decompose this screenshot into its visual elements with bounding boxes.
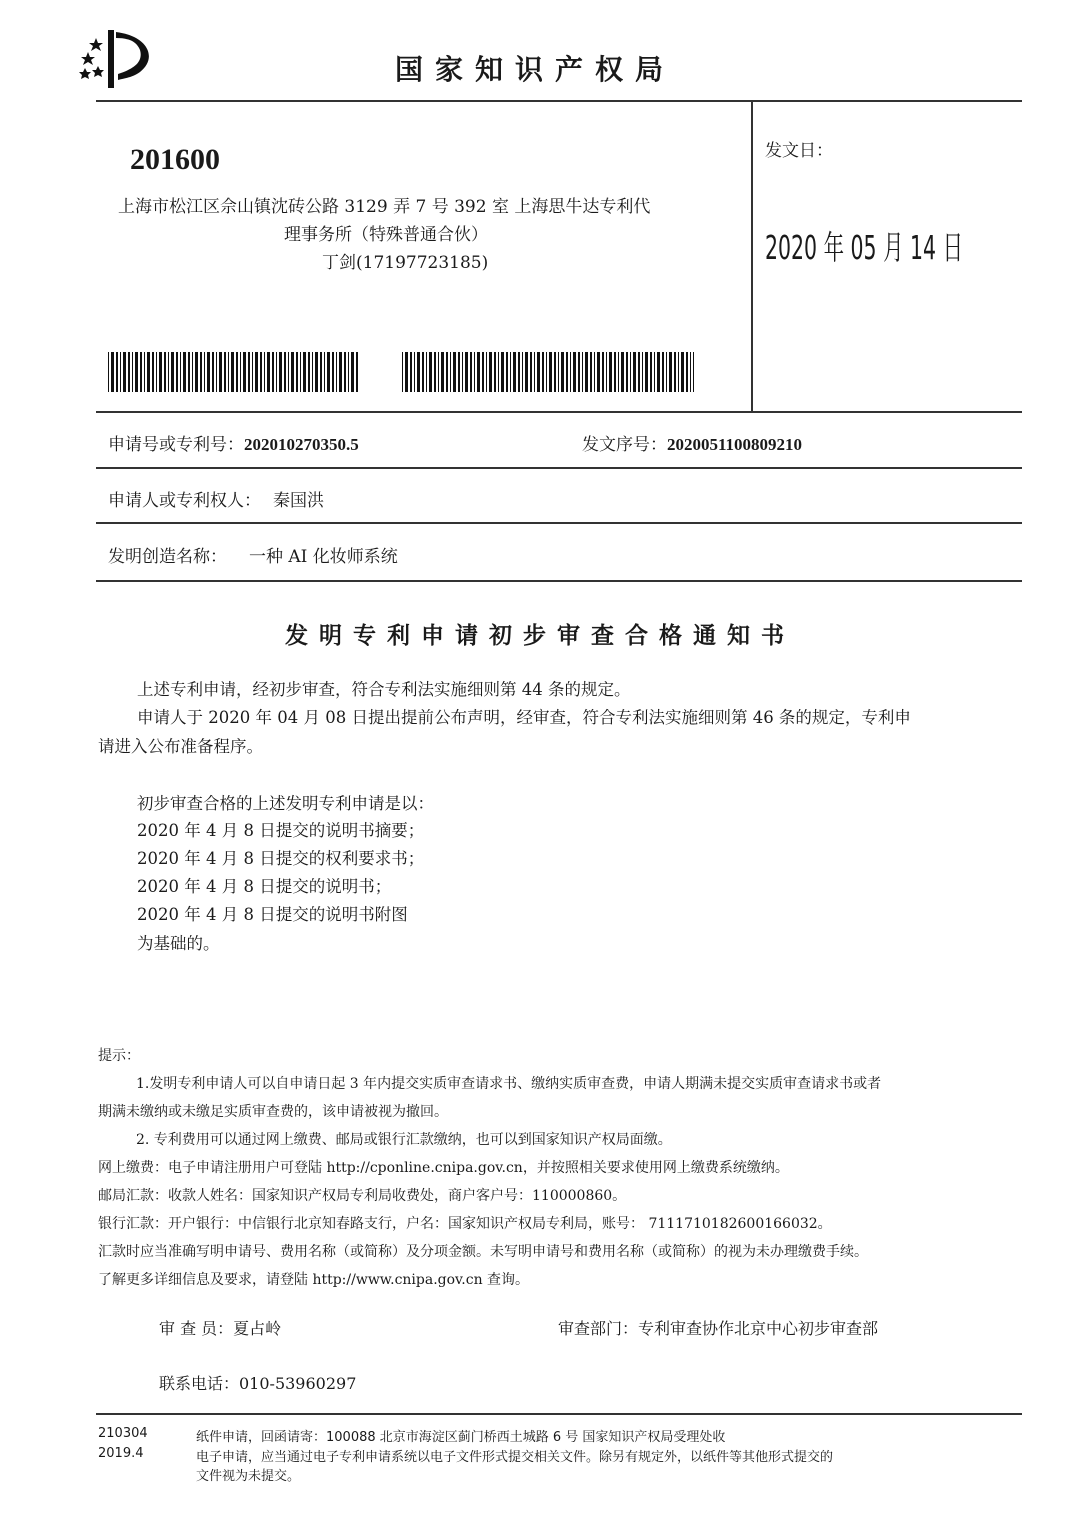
form-code: 210304	[98, 1426, 148, 1441]
notice-line: 申请人于 2020 年 04 月 08 日提出提前公布声明，经审查，符合专利法实施细则第 46 条的规定，专利申	[137, 708, 911, 727]
tips-heading: 提示：	[98, 1048, 140, 1064]
footer-rule	[96, 1413, 1022, 1415]
invention-field	[108, 542, 398, 567]
recipient-address-line: 理事务所（特殊普通合伙）	[284, 225, 488, 245]
field-rule	[96, 580, 1022, 582]
notice-line: 2020 年 4 月 8 日提交的说明书附图	[137, 905, 408, 924]
invention-label: 发明创造名称：	[108, 547, 227, 567]
notice-line: 上述专利申请，经初步审查，符合专利法实施细则第 44 条的规定。	[137, 680, 631, 699]
office-name: 国家知识产权局	[395, 53, 676, 86]
notice-line: 2020 年 4 月 8 日提交的说明书；	[137, 877, 392, 896]
application-number-field	[108, 430, 359, 455]
serial-number-label: 发文序号：	[582, 435, 667, 455]
footer-line: 纸件申请，回函请寄：100088 北京市海淀区蓟门桥西土城路 6 号 国家知识产权局受理处收	[196, 1430, 726, 1445]
applicant-name: 秦国洪	[273, 491, 324, 511]
applicant-label: 申请人或专利权人：	[108, 491, 261, 511]
serial-number: 2020051100809210	[667, 435, 803, 454]
field-rule	[96, 467, 1022, 469]
tip-line: 邮局汇款：收款人姓名：国家知识产权局专利局收费处，商户客户号：110000860。	[98, 1188, 627, 1204]
invention-title: 一种 AI 化妆师系统	[249, 547, 398, 567]
tip-line: 1.发明专利申请人可以自申请日起 3 年内提交实质审查请求书、缴纳实质审查费，申请人期满未提交实质审查请求书或者	[136, 1076, 882, 1092]
date-box-divider	[751, 100, 753, 412]
notice-title: 发明专利申请初步审查合格通知书	[285, 623, 795, 649]
application-number-label: 申请号或专利号：	[108, 435, 244, 455]
barcode-image	[402, 352, 694, 392]
notice-line: 初步审查合格的上述发明专利申请是以：	[137, 794, 434, 813]
header-rule	[96, 100, 1022, 102]
contact-phone: 联系电话：010-53960297	[159, 1374, 357, 1393]
postcode: 201600	[130, 143, 220, 176]
tip-line: 了解更多详细信息及要求，请登陆 http://www.cnipa.gov.cn 查询。	[98, 1272, 530, 1288]
notice-line: 请进入公布准备程序。	[98, 737, 263, 756]
tip-line: 银行汇款：开户银行：中信银行北京知春路支行，户名：国家知识产权局专利局，账号： 7111710182600166032。	[98, 1216, 832, 1232]
examination-department: 审查部门：专利审查协作北京中心初步审查部	[558, 1319, 879, 1338]
cnipa-logo-icon	[78, 28, 162, 90]
tip-line: 期满未缴纳或未缴足实质审查费的，该申请被视为撤回。	[98, 1104, 448, 1120]
serial-number-field	[582, 430, 802, 455]
notice-line: 2020 年 4 月 8 日提交的说明书摘要；	[137, 821, 425, 840]
form-date: 2019.4	[98, 1446, 144, 1461]
recipient-address-line: 上海市松江区佘山镇沈砖公路 3129 弄 7 号 392 室 上海思牛达专利代	[118, 197, 651, 217]
footer-line: 电子申请，应当通过电子专利申请系统以电子文件形式提交相关文件。除另有规定外，以纸件等其他形式提交的	[196, 1450, 834, 1465]
applicant-field	[108, 486, 324, 511]
notice-line: 为基础的。	[137, 934, 220, 953]
examiner: 审 查 员：夏占岭	[159, 1319, 282, 1338]
recipient-contact: 丁剑(17197723185)	[322, 253, 489, 273]
field-rule	[96, 411, 1022, 413]
tip-line: 2. 专利费用可以通过网上缴费、邮局或银行汇款缴纳，也可以到国家知识产权局面缴。	[136, 1132, 672, 1148]
application-number: 202010270350.5	[244, 435, 359, 454]
issue-date: 2020 年 05 月 14 日	[765, 228, 964, 267]
footer-line: 文件视为未提交。	[196, 1469, 301, 1484]
issue-date-label: 发文日：	[765, 141, 833, 161]
field-rule	[96, 522, 1022, 524]
tip-line: 网上缴费：电子申请注册用户可登陆 http://cponline.cnipa.gov.cn，并按照相关要求使用网上缴费系统缴纳。	[98, 1160, 789, 1176]
barcode-image	[108, 352, 358, 392]
tip-line: 汇款时应当准确写明申请号、费用名称（或简称）及分项金额。未写明申请号和费用名称（或简称）的视为未办理缴费手续。	[98, 1244, 868, 1260]
notice-line: 2020 年 4 月 8 日提交的权利要求书；	[137, 849, 425, 868]
